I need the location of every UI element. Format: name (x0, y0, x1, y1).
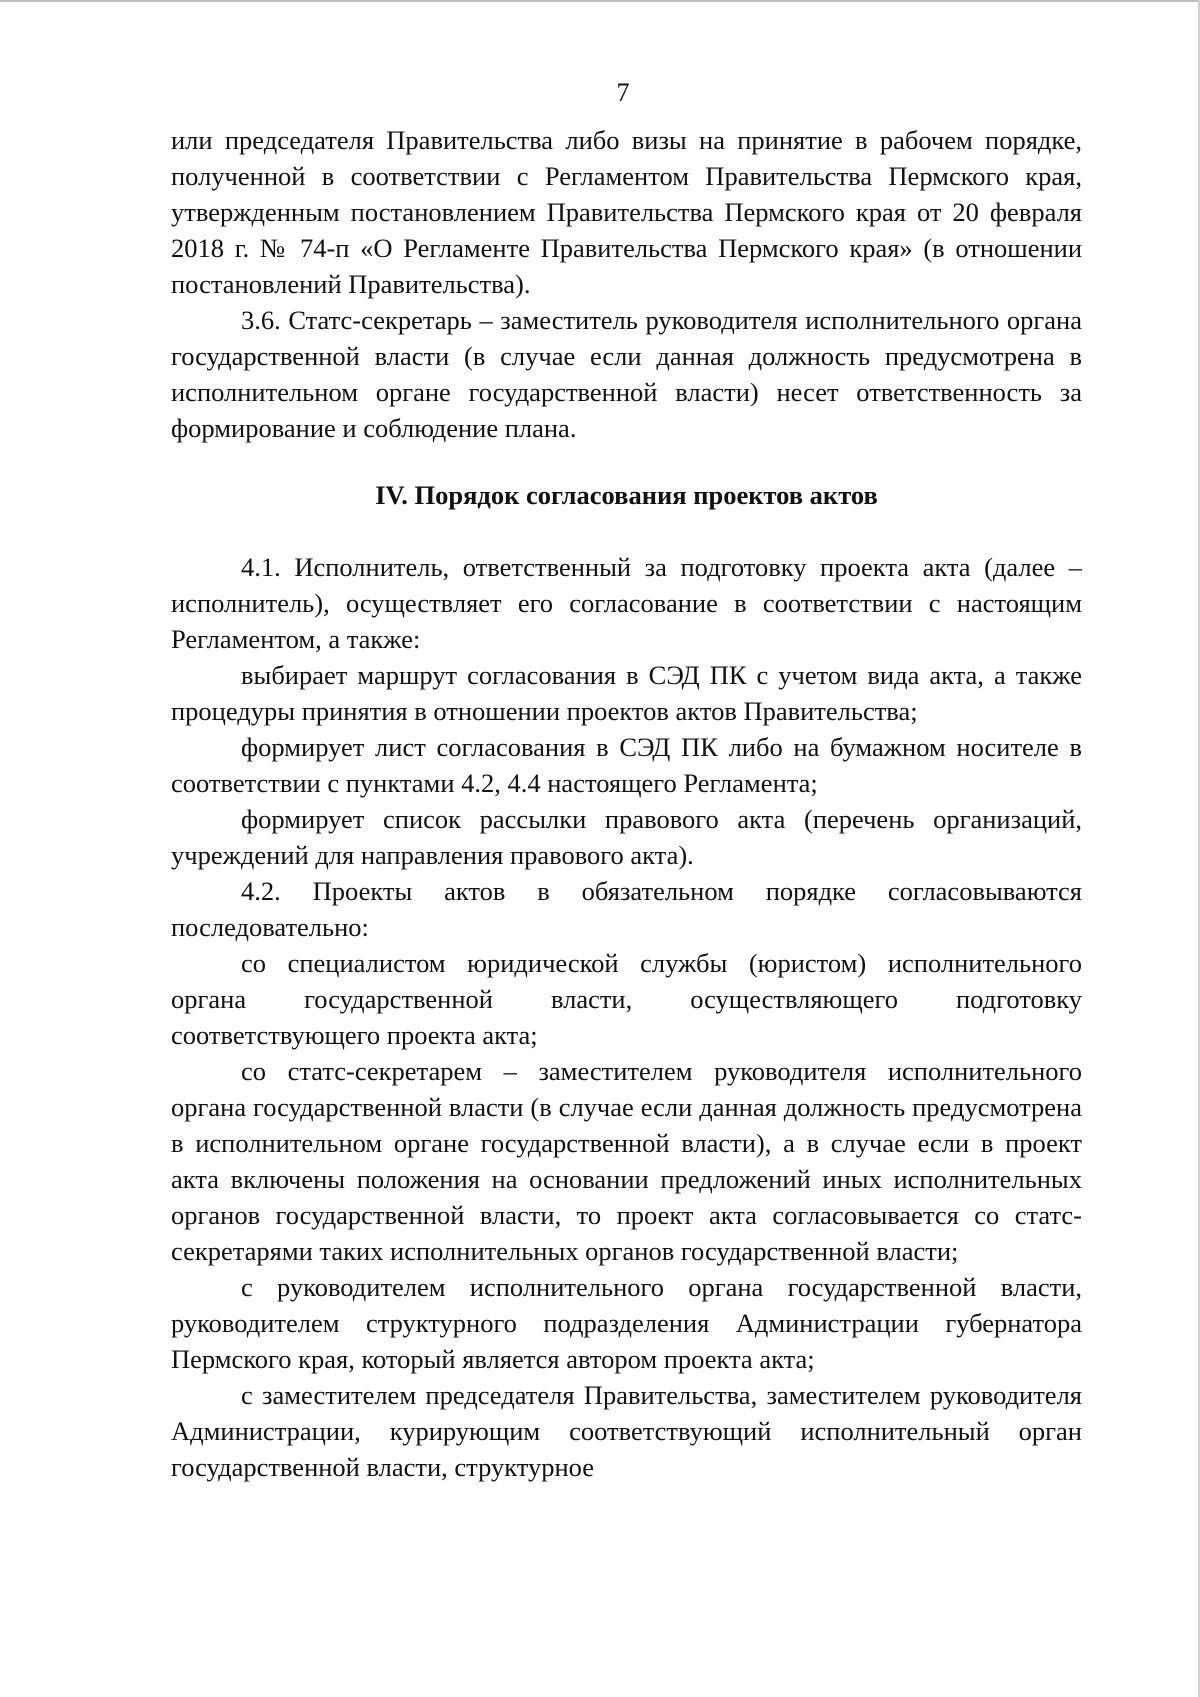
body-text-after-heading (171, 549, 1082, 1485)
paragraph: 4.2. Проекты актов в обязательном порядке согласовываются последовательно: (171, 876, 1082, 942)
paragraph: с заместителем председателя Правительства, заместителем руководителя Администрации, курирующим соответствующий исполнительный орган государственной власти, структурное (171, 1380, 1082, 1482)
paragraph: со статс-секретарем – заместителем руководителя исполнительного органа государственной власти (в случае если данная должность предусмотрена в исполнительном органе государственной власти), а в случае если в проект акта включены положения на основании предложений иных исполнительных органов государственной власти, то проект акта согласовывается со статс-секретарями таких исполнительных органов государственной власти; (171, 1056, 1082, 1266)
body-text-before-heading (171, 122, 1082, 446)
paragraph: со специалистом юридической службы (юристом) исполнительного органа государственной власти, осуществляющего подготовку соответствующего проекта акта; (171, 948, 1082, 1050)
paragraph: с руководителем исполнительного органа государственной власти, руководителем структурного подразделения Администрации губернатора Пермского края, который является автором проекта акта; (171, 1272, 1082, 1374)
scan-edge-top (0, 0, 1200, 2)
paragraph: формирует список рассылки правового акта (перечень организаций, учреждений для направления правового акта). (171, 804, 1082, 870)
paragraph: 3.6. Статс-секретарь – заместитель руководителя исполнительного органа государственной власти (в случае если данная должность предусмотрена в исполнительном органе государственной власти) несет ответственность за формирование и соблюдение плана. (171, 305, 1082, 443)
paragraph: 4.1. Исполнитель, ответственный за подготовку проекта акта (далее – исполнитель), осуществляет его согласование в соответствии с настоящим Регламентом, а также: (171, 552, 1082, 654)
page-number: 7 (616, 78, 630, 107)
paragraph: формирует лист согласования в СЭД ПК либо на бумажном носителе в соответствии с пунктами 4.2, 4.4 настоящего Регламента; (171, 732, 1082, 798)
section-heading: IV. Порядок согласования проектов актов (375, 480, 878, 510)
paragraph: выбирает маршрут согласования в СЭД ПК с учетом вида акта, а также процедуры принятия в отношении проектов актов Правительства; (171, 660, 1082, 726)
paragraph: или председателя Правительства либо визы на принятие в рабочем порядке, полученной в соответствии с Регламентом Правительства Пермского края, утвержденным постановлением Правительства Пермского края от 20 февраля 2018 г. № 74-п «О Регламенте Правительства Пермского края» (в отношении постановлений Правительства). (171, 125, 1082, 299)
